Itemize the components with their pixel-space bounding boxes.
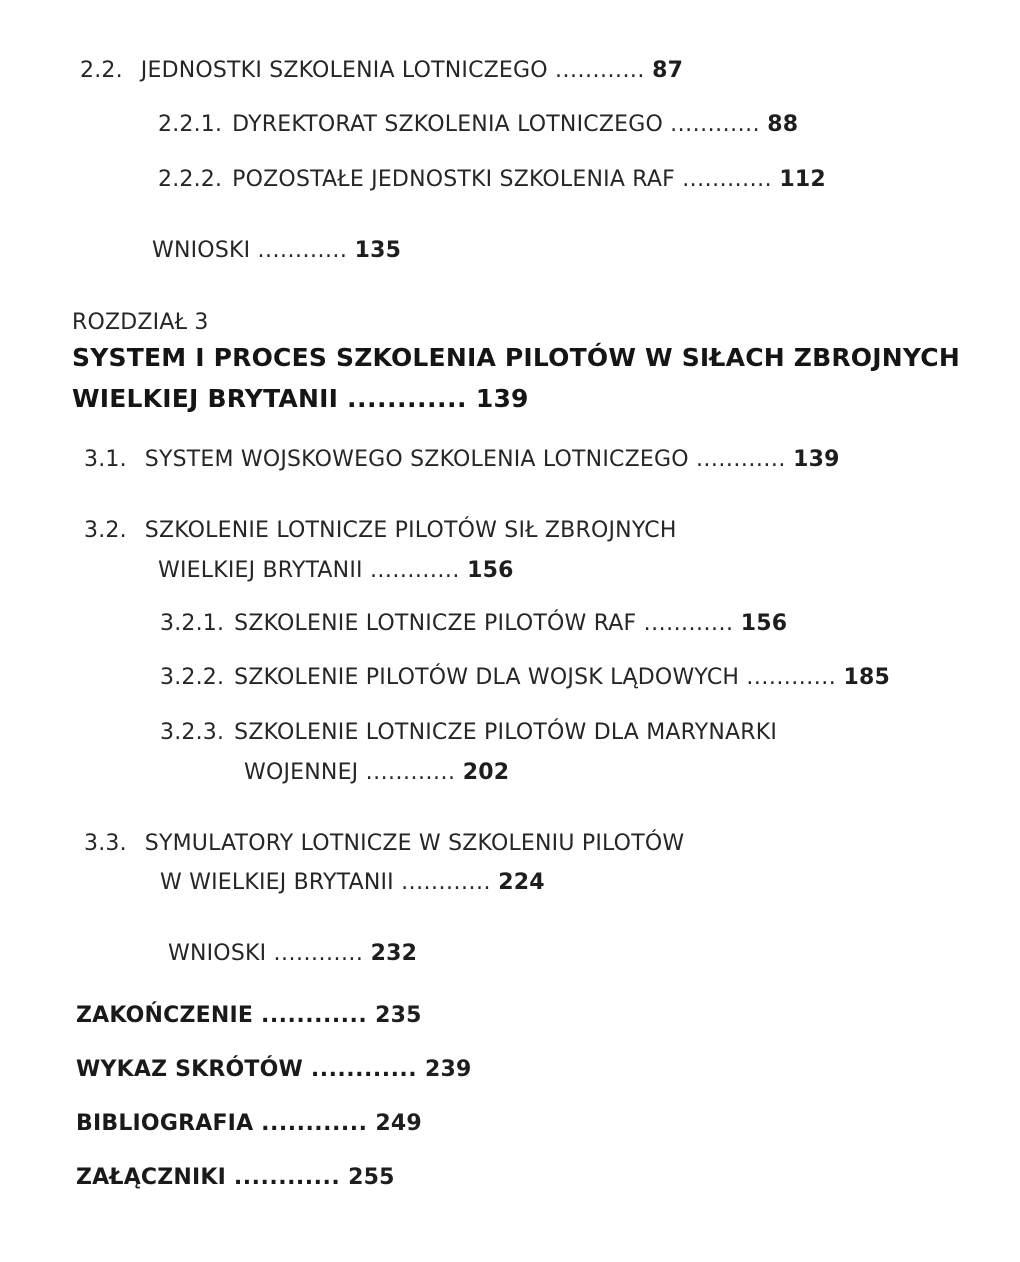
toc-leader-dots: ............ [233, 1165, 341, 1190]
toc-page-number: 235 [375, 1003, 422, 1028]
toc-leader-dots: ............ [746, 665, 837, 690]
toc-leader-dots: ............ [257, 238, 348, 263]
toc-entry-number: 3.2. [84, 518, 127, 543]
toc-entry-2-2-1 [158, 112, 798, 137]
toc-entry-title: SZKOLENIE LOTNICZE PILOTÓW SIŁ ZBROJNYCH [144, 518, 677, 543]
toc-leader-dots: ............ [695, 447, 786, 472]
toc-entry-3-1 [84, 447, 840, 472]
toc-page-number: 139 [475, 384, 529, 413]
toc-entry-3-2-3-continuation [244, 760, 509, 785]
toc-entry-title: BIBLIOGRAFIA [76, 1111, 254, 1136]
toc-entry-number: 3.2.1. [160, 611, 225, 636]
toc-entry-3-2 [84, 518, 677, 543]
toc-entry-title: SZKOLENIE LOTNICZE PILOTÓW DLA MARYNARKI [234, 720, 778, 745]
toc-entry-title: SYSTEM WOJSKOWEGO SZKOLENIA LOTNICZEGO [144, 447, 689, 472]
toc-entry-zalaczniki [76, 1165, 395, 1190]
toc-page-number: 255 [348, 1165, 395, 1190]
toc-entry-number: 2.2.1. [158, 112, 223, 137]
toc-entry-title: DYREKTORAT SZKOLENIA LOTNICZEGO [232, 112, 663, 137]
toc-leader-dots: ............ [310, 1057, 418, 1082]
chapter-title-text: WIELKIEJ BRYTANII [72, 384, 339, 413]
toc-entry-wnioski-chapter-3 [168, 941, 417, 966]
toc-entry-title: SZKOLENIE PILOTÓW DLA WOJSK LĄDOWYCH [234, 665, 740, 690]
toc-leader-dots: ............ [401, 870, 491, 895]
toc-leader-dots: ............ [643, 611, 734, 636]
toc-entry-3-2-3 [160, 720, 777, 745]
toc-page-number: 185 [843, 665, 890, 690]
toc-page-number: 232 [370, 941, 418, 966]
chapter-title-line-2 [72, 384, 529, 413]
toc-entry-wykaz-skrotow [76, 1057, 472, 1082]
toc-entry-3-3 [84, 831, 684, 856]
toc-entry-title: ZAKOŃCZENIE [76, 1003, 254, 1028]
toc-entry-zakonczenie [76, 1003, 422, 1028]
toc-page-number: 135 [354, 238, 402, 263]
toc-entry-number: 2.2. [80, 58, 123, 83]
toc-entry-title: WIELKIEJ BRYTANII [158, 558, 363, 583]
toc-leader-dots: ............ [555, 58, 645, 83]
toc-entry-bibliografia [76, 1111, 422, 1136]
toc-entry-number: 3.2.3. [160, 720, 225, 745]
toc-entry-3-2-1 [160, 611, 787, 636]
toc-entry-title: W WIELKIEJ BRYTANII [160, 870, 394, 895]
toc-entry-title: POZOSTAŁE JEDNOSTKI SZKOLENIA RAF [232, 167, 675, 192]
toc-leader-dots: ............ [346, 384, 467, 413]
toc-entry-2-2 [80, 58, 683, 83]
toc-leader-dots: ............ [369, 558, 460, 583]
toc-entry-title: ZAŁĄCZNIKI [76, 1165, 227, 1190]
toc-leader-dots: ............ [365, 760, 456, 785]
toc-page-number: 202 [462, 760, 510, 785]
toc-leader-dots: ............ [261, 1111, 368, 1136]
toc-page-number: 88 [767, 112, 799, 137]
toc-leader-dots: ............ [260, 1003, 368, 1028]
chapter-title-line-1: SYSTEM I PROCES SZKOLENIA PILOTÓW W SIŁACH ZBROJNYCH [72, 343, 960, 372]
toc-entry-title: JEDNOSTKI SZKOLENIA LOTNICZEGO [140, 58, 548, 83]
toc-entry-title: SYMULATORY LOTNICZE W SZKOLENIU PILOTÓW [144, 831, 685, 856]
toc-page-number: 156 [467, 558, 514, 583]
toc-leader-dots: ............ [273, 941, 364, 966]
chapter-label: ROZDZIAŁ 3 [72, 310, 209, 335]
toc-entry-wnioski-chapter-2 [152, 238, 401, 263]
toc-entry-2-2-2 [158, 167, 826, 192]
toc-entry-number: 3.2.2. [160, 665, 225, 690]
toc-entry-title: WYKAZ SKRÓTÓW [76, 1057, 303, 1082]
toc-entry-number: 3.1. [84, 447, 127, 472]
toc-page-number: 249 [375, 1111, 422, 1136]
toc-page-number: 139 [793, 447, 840, 472]
toc-entry-title: WNIOSKI [168, 941, 267, 966]
toc-page-number: 224 [498, 870, 545, 895]
toc-entry-number: 2.2.2. [158, 167, 223, 192]
toc-entry-number: 3.3. [84, 831, 127, 856]
toc-entry-title: WOJENNEJ [244, 760, 359, 785]
toc-entry-3-2-2 [160, 665, 890, 690]
toc-leader-dots: ............ [682, 167, 773, 192]
toc-leader-dots: ............ [670, 112, 761, 137]
toc-page-number: 156 [740, 611, 788, 636]
toc-entry-title: WNIOSKI [152, 238, 251, 263]
toc-page-number: 239 [425, 1057, 472, 1082]
toc-entry-3-2-continuation [158, 558, 514, 583]
toc-page-number: 87 [652, 58, 684, 83]
toc-page-number: 112 [779, 167, 826, 192]
toc-entry-3-3-continuation [160, 870, 545, 895]
toc-entry-title: SZKOLENIE LOTNICZE PILOTÓW RAF [234, 611, 637, 636]
